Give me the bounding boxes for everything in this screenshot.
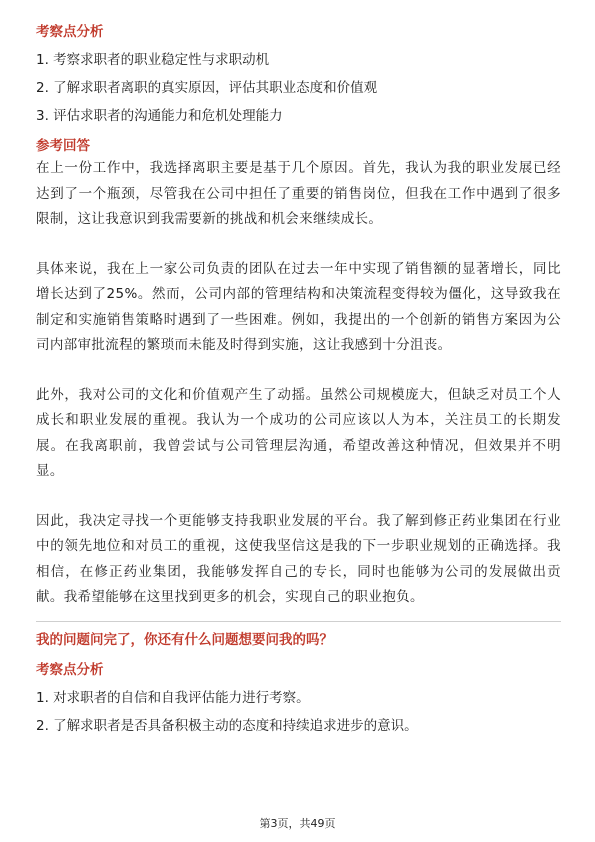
analysis-point: 2. 了解求职者是否具备积极主动的态度和持续追求进步的意识。 bbox=[36, 717, 418, 734]
answer-paragraph: 具体来说，我在上一家公司负责的团队在过去一年中实现了销售额的显著增长，同比增长达到了25%。然而，公司内部的管理结构和决策流程变得较为僵化，这导致我在制定和实施销售策略时遇到了一些困难。例如，我提出的一个创新的销售方案因为公司内部审批流程的繁琐而未能及时得到实施，这让我感到十分沮丧。 bbox=[36, 260, 561, 353]
page-number: 第3页，共49页 bbox=[259, 817, 336, 830]
analysis-point: 3. 评估求职者的沟通能力和危机处理能力 bbox=[36, 108, 283, 124]
analysis-point: 1. 考察求职者的职业稳定性与求职动机 bbox=[36, 52, 270, 68]
analysis-heading: 考察点分析 bbox=[36, 24, 104, 40]
analysis-point: 1. 对求职者的自信和自我评估能力进行考察。 bbox=[36, 689, 310, 706]
analysis-heading: 考察点分析 bbox=[36, 661, 104, 678]
section-divider bbox=[36, 621, 561, 622]
answer-paragraph: 在上一份工作中，我选择离职主要是基于几个原因。首先，我认为我的职业发展已经达到了一个瓶颈，尽管我在公司中担任了重要的销售岗位，但我在工作中遇到了很多限制，这让我意识到我需要新的挑战和机会来继续成长。 bbox=[36, 160, 561, 227]
reference-answer-heading: 参考回答 bbox=[36, 138, 90, 154]
analysis-point: 2. 了解求职者离职的真实原因，评估其职业态度和价值观 bbox=[36, 80, 378, 96]
answer-paragraph: 此外，我对公司的文化和价值观产生了动摇。虽然公司规模庞大，但缺乏对员工个人成长和职业发展的重视。我认为一个成功的公司应该以人为本，关注员工的长期发展。在我离职前，我曾尝试与公司管理层沟通，希望改善这种情况，但效果并不明显。 bbox=[36, 386, 561, 479]
answer-paragraph: 因此，我决定寻找一个更能够支持我职业发展的平台。我了解到修正药业集团在行业中的领先地位和对员工的重视，这使我坚信这是我的下一步职业规划的正确选择。我相信，在修正药业集团，我能够发挥自己的专长，同时也能够为公司的发展做出贡献。我希望能够在这里找到更多的机会，实现自己的职业抱负。 bbox=[36, 512, 561, 605]
question-title: 我的问题问完了，你还有什么问题想要问我的吗？ bbox=[36, 631, 333, 648]
document-page bbox=[36, 22, 561, 736]
